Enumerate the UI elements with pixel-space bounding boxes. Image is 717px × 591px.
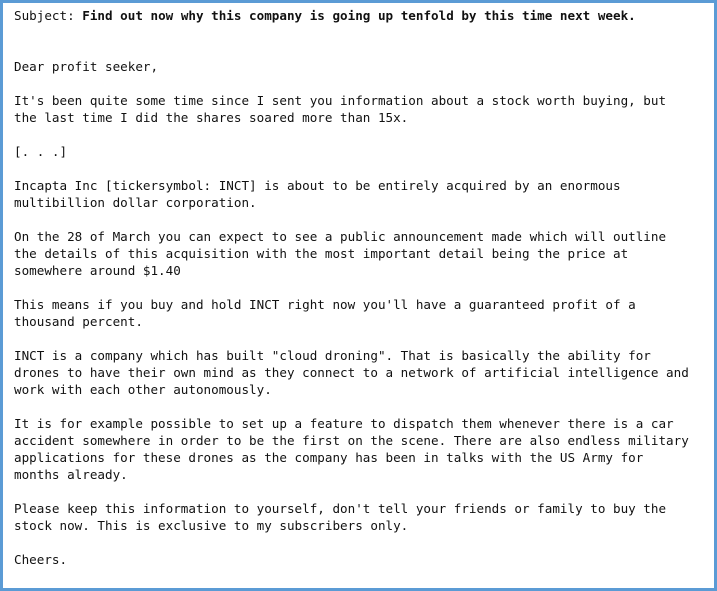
subject-text: Find out now why this company is going up tenfold by this time next week.: [82, 8, 636, 23]
paragraph-6: [14, 415, 714, 483]
paragraph-line: applications for these drones as the company has been in talks with the US Army for: [14, 450, 644, 465]
spacer: [14, 126, 714, 143]
paragraph-line: the last time I did the shares soared more than 15x.: [14, 110, 409, 125]
paragraph-line: Incapta Inc [tickersymbol: INCT] is about to be entirely acquired by an enormous: [14, 178, 621, 193]
paragraph-line: On the 28 of March you can expect to see a public announcement made which will outline: [14, 229, 667, 244]
spacer: [14, 398, 714, 415]
paragraph-line: stock now. This is exclusive to my subscribers only.: [14, 518, 409, 533]
spacer: [14, 24, 714, 41]
spacer: [14, 211, 714, 228]
spacer: [14, 534, 714, 551]
paragraph-line: the details of this acquisition with the most important detail being the price at: [14, 246, 629, 261]
paragraph-1: [14, 92, 714, 126]
paragraph-7: [14, 500, 714, 534]
paragraph-line: drones to have their own mind as they connect to a network of artificial intelligence and: [14, 365, 689, 380]
spacer: [14, 483, 714, 500]
subject-label: Subject:: [14, 8, 83, 23]
spacer: [14, 160, 714, 177]
paragraph-line: INCT is a company which has built "cloud droning". That is basically the ability for: [14, 348, 651, 363]
paragraph-line: thousand percent.: [14, 314, 143, 329]
paragraph-line: It is for example possible to set up a feature to dispatch them whenever there is a car: [14, 416, 674, 431]
paragraph-line: multibillion dollar corporation.: [14, 195, 257, 210]
subject-line: [14, 7, 714, 24]
paragraph-line: somewhere around $1.40: [14, 263, 181, 278]
paragraph-4: [14, 296, 714, 330]
paragraph-line: accident somewhere in order to be the first on the scene. There are also endless military: [14, 433, 689, 448]
spacer: [14, 41, 714, 58]
greeting: Dear profit seeker,: [14, 59, 159, 74]
spacer: [14, 75, 714, 92]
spacer: [14, 330, 714, 347]
email-body: [14, 7, 714, 568]
paragraph-line: months already.: [14, 467, 128, 482]
paragraph-5: [14, 347, 714, 398]
paragraph-line: This means if you buy and hold INCT right now you'll have a guaranteed profit of a: [14, 297, 636, 312]
ellipsis: [. . .]: [14, 144, 68, 159]
paragraph-2: [14, 177, 714, 211]
paragraph-line: work with each other autonomously.: [14, 382, 272, 397]
paragraph-line: Please keep this information to yourself, don't tell your friends or family to buy the: [14, 501, 667, 516]
spacer: [14, 279, 714, 296]
signoff: Cheers.: [14, 552, 68, 567]
paragraph-line: It's been quite some time since I sent you information about a stock worth buying, but: [14, 93, 667, 108]
paragraph-3: [14, 228, 714, 279]
